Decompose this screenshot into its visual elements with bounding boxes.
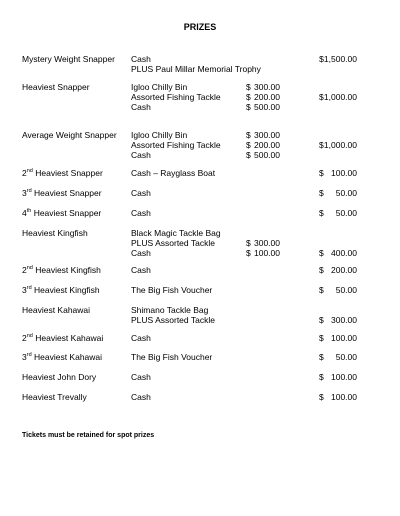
prize-category: Mystery Weight Snapper (22, 54, 115, 64)
prize-amount: $ 300.00 (246, 82, 280, 92)
prize-item: Igloo Chilly Bin (131, 82, 188, 92)
prize-item: Cash (131, 265, 151, 275)
prize-amounts (246, 228, 280, 258)
prize-item: Cash (131, 208, 151, 218)
prize-item: Assorted Fishing Tackle (131, 92, 221, 102)
prize-amount: $ 300.00 (246, 238, 280, 248)
prize-item: Shimano Tackle Bag (131, 305, 209, 315)
prize-amount: $ 500.00 (246, 102, 280, 112)
prize-item: PLUS Assorted Tackle (131, 238, 215, 248)
prize-amount: $ 200.00 (246, 92, 280, 102)
prize-category: Heaviest Snapper (22, 82, 90, 92)
prize-items (131, 130, 221, 160)
prize-category: Average Weight Snapper (22, 130, 117, 140)
prize-total: $ 200.00 (319, 265, 357, 275)
prize-item: Igloo Chilly Bin (131, 130, 188, 140)
prize-item: Cash (131, 188, 151, 198)
prize-total: $ 400.00 (319, 248, 357, 258)
prize-total: $ 100.00 (319, 392, 357, 402)
prize-items (131, 392, 151, 402)
prize-item: Cash (131, 102, 151, 112)
prize-total: $ 1,000.00 (319, 140, 357, 150)
prize-amount: $ 500.00 (246, 150, 280, 160)
prize-amount: $ 200.00 (246, 140, 280, 150)
prize-item: PLUS Paul Millar Memorial Trophy (131, 64, 261, 74)
prize-items (131, 228, 221, 258)
prize-category: Heaviest Trevally (22, 392, 87, 402)
prize-item: Cash (131, 333, 151, 343)
prize-category: 2nd Heaviest Snapper (22, 168, 103, 178)
prize-total: $ 100.00 (319, 168, 357, 178)
prize-total: $1,500.00 (319, 54, 357, 64)
prize-items (131, 372, 151, 382)
prize-total: $ 100.00 (319, 333, 357, 343)
prize-category: 3rd Heaviest Kingfish (22, 285, 100, 295)
prize-items (131, 265, 151, 275)
prize-item: Cash (131, 372, 151, 382)
prize-items (131, 208, 151, 218)
prize-category: 2nd Heaviest Kahawai (22, 333, 104, 343)
prize-total: $ 100.00 (319, 372, 357, 382)
prize-item: Cash – Rayglass Boat (131, 168, 216, 178)
prize-item: Cash (131, 392, 151, 402)
prize-total: $ 1,000.00 (319, 92, 357, 102)
prize-category: 3rd Heaviest Snapper (22, 188, 102, 198)
page-title: PRIZES (183, 22, 217, 32)
prize-amounts (246, 130, 280, 160)
prize-total: $ 50.00 (319, 285, 357, 295)
prize-items (131, 305, 215, 325)
prize-amount (246, 228, 280, 238)
prize-items (131, 168, 215, 178)
prize-category: 2nd Heaviest Kingfish (22, 265, 101, 275)
prize-category: Heaviest Kingfish (22, 228, 88, 238)
prize-category: 3rd Heaviest Kahawai (22, 352, 103, 362)
prize-items (131, 188, 151, 198)
prize-amount: $ 300.00 (246, 130, 280, 140)
prize-amounts (246, 82, 280, 112)
prize-item: PLUS Assorted Tackle (131, 315, 215, 325)
prize-item: Black Magic Tackle Bag (131, 228, 221, 238)
prize-items (131, 333, 151, 343)
prize-item: Assorted Fishing Tackle (131, 140, 221, 150)
prize-item: The Big Fish Voucher (131, 285, 213, 295)
prize-category: 4th Heaviest Snapper (22, 208, 102, 218)
prize-total: $ 50.00 (319, 208, 357, 218)
prize-category: Heaviest John Dory (22, 372, 97, 382)
prize-total: $ 300.00 (319, 315, 357, 325)
prize-item: The Big Fish Voucher (131, 352, 213, 362)
prize-items (131, 54, 261, 74)
prize-items (131, 352, 212, 362)
prize-total: $ 50.00 (319, 352, 357, 362)
prize-items (131, 285, 212, 295)
prize-items (131, 82, 221, 112)
prize-amount: $ 100.00 (246, 248, 280, 258)
prize-item: Cash (131, 54, 151, 64)
prize-total: $ 50.00 (319, 188, 357, 198)
prize-item: Cash (131, 248, 151, 258)
prize-item: Cash (131, 150, 151, 160)
footer-note: Tickets must be retained for spot prizes (22, 432, 155, 439)
prize-category: Heaviest Kahawai (22, 305, 91, 315)
